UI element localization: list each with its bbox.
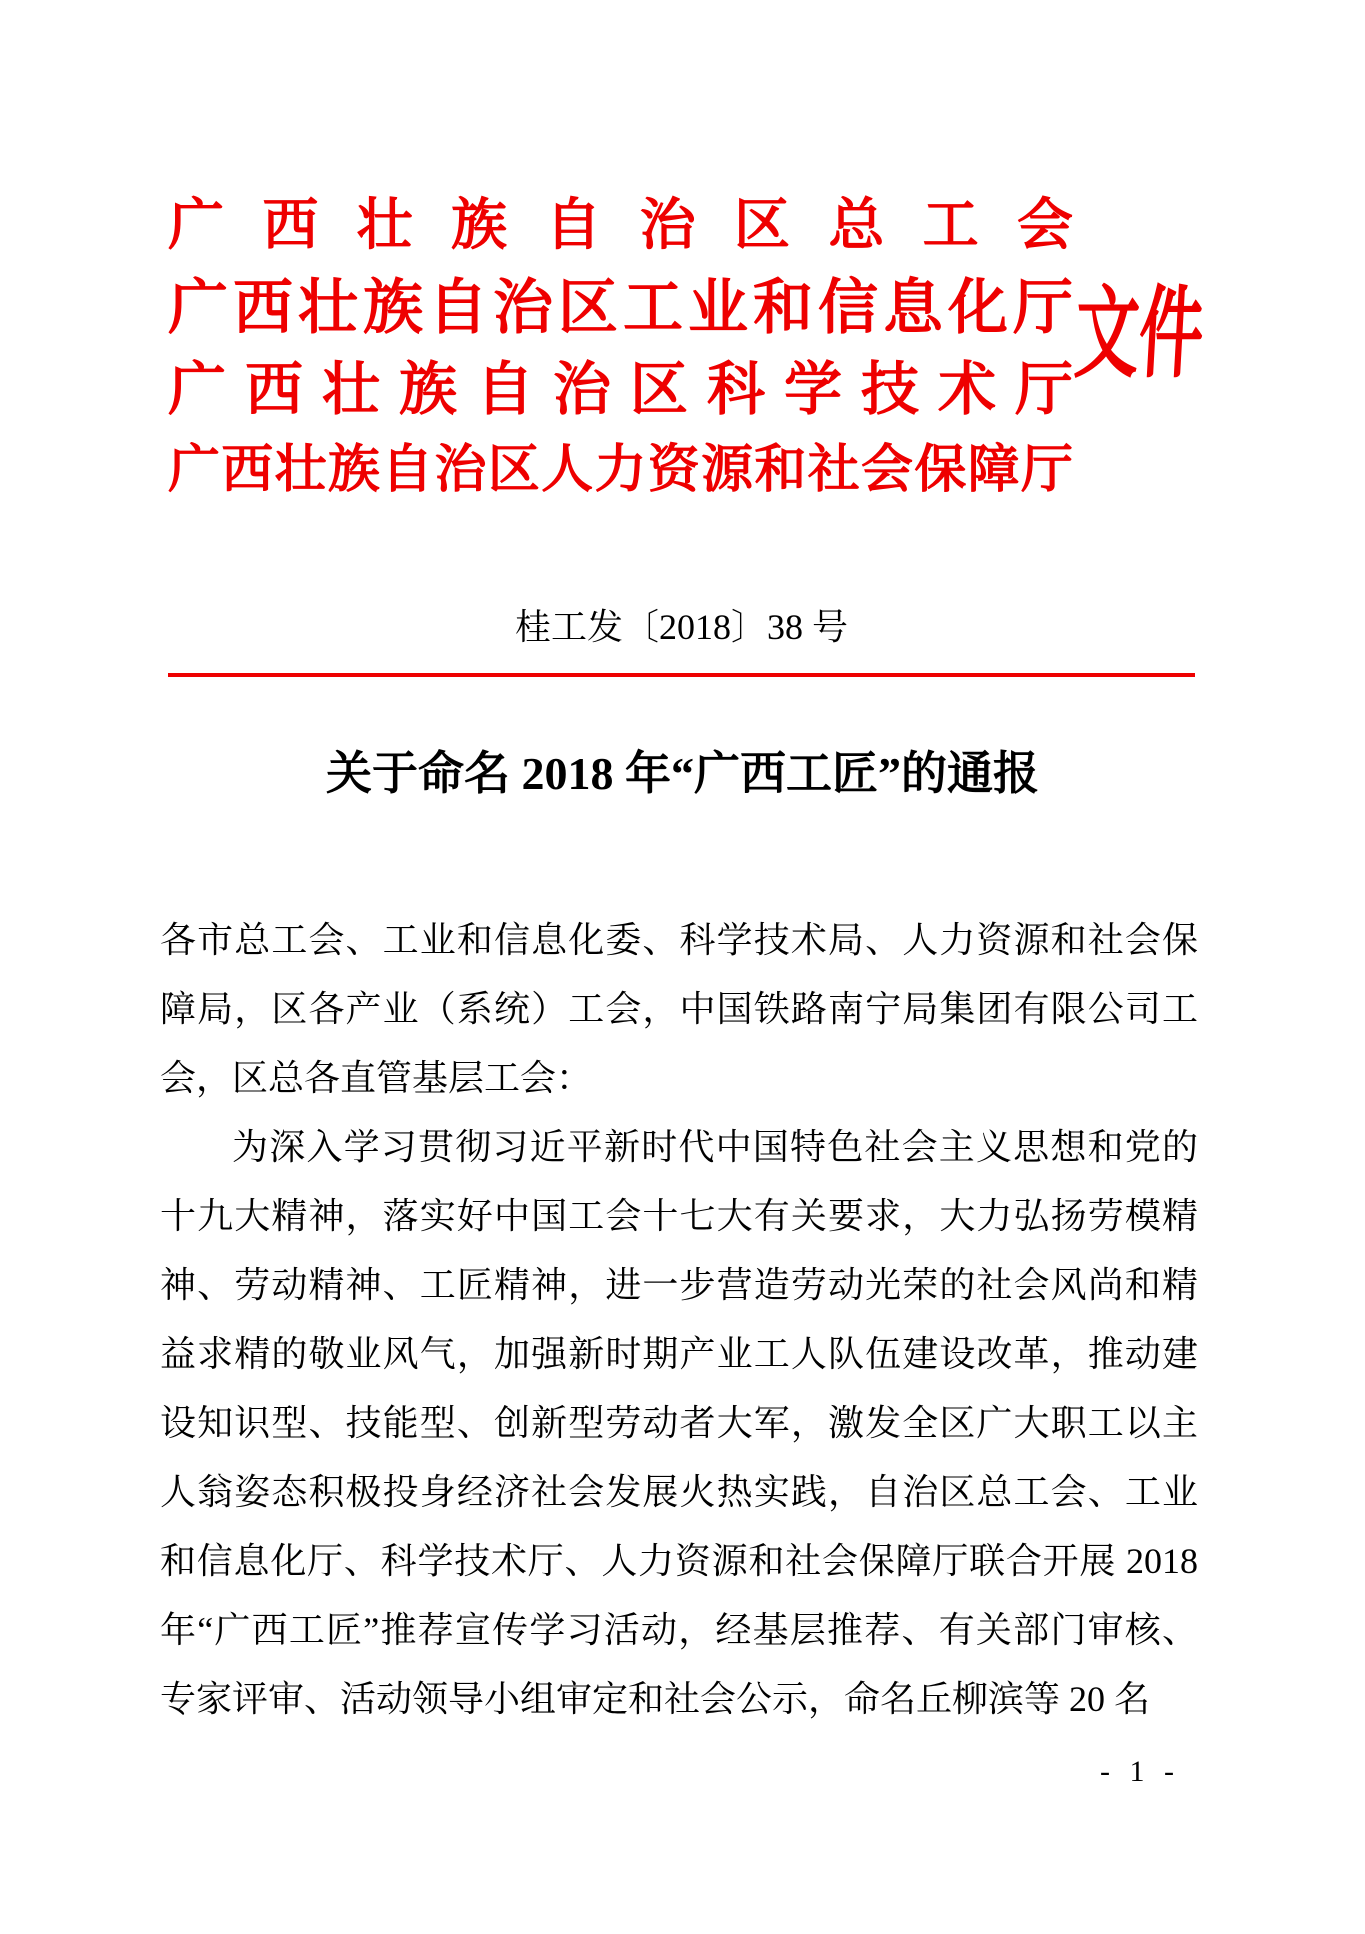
org-line-2: 广西壮族自治区工业和信息化厅	[168, 275, 1073, 341]
document-title: 关于命名 2018 年“广西工匠”的通报	[326, 748, 1039, 799]
body-line: 十九大精神，落实好中国工会十七大有关要求，大力弘扬劳模精	[160, 1196, 1198, 1236]
red-divider	[168, 673, 1195, 677]
body-line: 各市总工会、工业和信息化委、科学技术局、人力资源和社会保	[160, 920, 1198, 960]
body-line: 设知识型、技能型、创新型劳动者大军，激发全区广大职工以主	[160, 1403, 1198, 1443]
body-line: 会，区总各直管基层工会：	[160, 1058, 593, 1098]
body-line: 益求精的敬业风气，加强新时期产业工人队伍建设改革，推动建	[160, 1334, 1198, 1374]
document-number: 桂工发〔2018〕38 号	[514, 607, 848, 647]
body-line: 专家评审、活动领导小组审定和社会公示，命名丘柳滨等 20 名	[160, 1679, 1151, 1719]
body-text-block	[160, 906, 1198, 1734]
org-line-3: 广西壮族自治区科学技术厅	[168, 357, 1073, 422]
document-type-label: 文件	[1072, 279, 1207, 390]
body-line: 为深入学习贯彻习近平新时代中国特色社会主义思想和党的	[232, 1127, 1198, 1167]
body-line: 神、劳动精神、工匠精神，进一步营造劳动光荣的社会风尚和精	[160, 1265, 1198, 1305]
body-line: 年“广西工匠”推荐宣传学习活动，经基层推荐、有关部门审核、	[160, 1610, 1198, 1650]
body-line: 障局，区各产业（系统）工会，中国铁路南宁局集团有限公司工	[160, 989, 1198, 1029]
letterhead-org-block	[168, 185, 1073, 511]
org-line-1: 广西壮族自治区总工会	[168, 195, 1073, 257]
org-line-4: 广西壮族自治区人力资源和社会保障厅	[168, 442, 1073, 499]
page-number: - 1 -	[1100, 1755, 1180, 1788]
body-line: 人翁姿态积极投身经济社会发展火热实践，自治区总工会、工业	[160, 1472, 1198, 1512]
body-line: 和信息化厅、科学技术厅、人力资源和社会保障厅联合开展 2018	[160, 1541, 1198, 1581]
